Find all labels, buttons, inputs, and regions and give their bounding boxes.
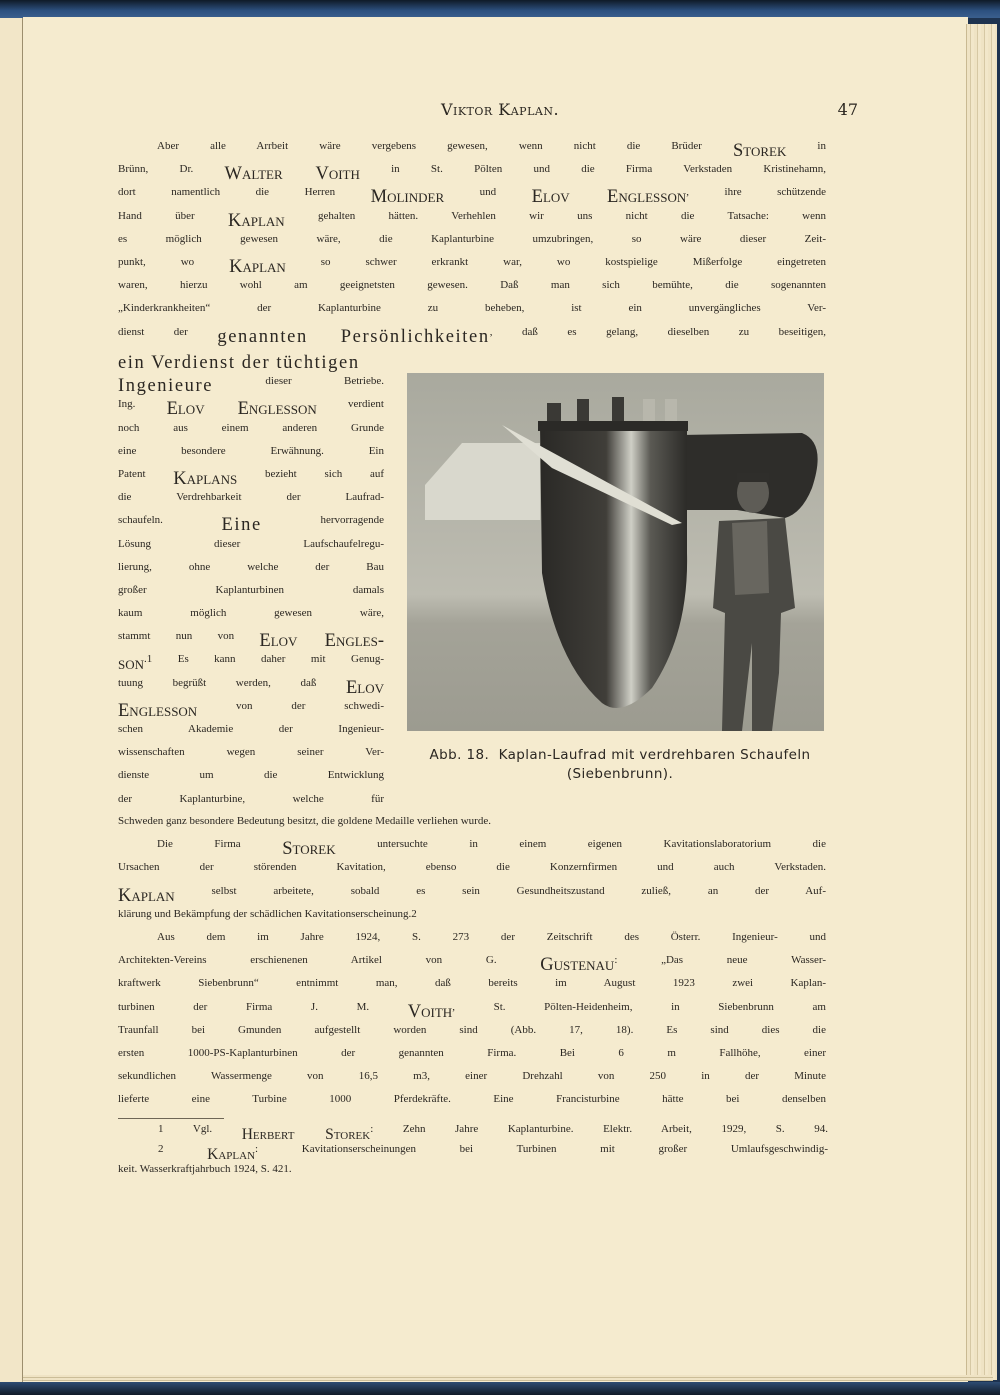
text-line <box>118 538 384 561</box>
footnote-marker: Traunfall bei Gmunden aufgestellt worden sind (Abb. 17, 18). Es sind dies die <box>118 1023 826 1036</box>
footnote-divider <box>118 1118 224 1119</box>
footnote-marker: so schwer erkrankt war, wo kostspielige Mißerfolge eingetreten <box>285 255 827 268</box>
small-caps-name: Elov <box>345 677 384 698</box>
footnote-marker: , einer Drehzahl von 250 in der Minute <box>427 1070 826 1083</box>
small-caps-name: Elov Englesson <box>531 187 687 208</box>
footnote-marker: bezieht sich auf <box>237 467 385 480</box>
footnote-marker: keit. Wasserkraftjahrbuch 1924, S. 421. <box>118 1163 292 1175</box>
footnote-marker: , ihre schützende <box>686 186 827 199</box>
body-text-column <box>118 352 384 816</box>
page-stack-bottom-edge <box>23 1375 993 1381</box>
text-line <box>118 279 826 302</box>
text-line <box>118 1070 826 1093</box>
footnote-marker: sekundlichen Wassermenge von 16,5 m <box>118 1070 422 1083</box>
footnote-marker: Lösung dieser Laufschaufelregu- <box>118 537 384 550</box>
text-line <box>118 630 384 653</box>
footnote-marker: Ursachen der störenden Kavitation, ebenso die Konzernfirmen und auch Verkstaden. <box>118 861 826 874</box>
letterspaced-emphasis: Eine <box>221 515 262 536</box>
footnote-line <box>118 1125 828 1145</box>
photo-illustration <box>407 373 824 731</box>
book-cover-bottom-edge <box>0 1382 1000 1395</box>
text-line <box>118 1093 826 1116</box>
footnote-marker: Ing. <box>118 398 167 411</box>
footnote-marker: und <box>444 186 532 199</box>
footnote-marker <box>164 1143 208 1155</box>
footnote-marker: 3 <box>421 1070 428 1083</box>
text-line <box>118 163 826 186</box>
small-caps-name: Gustenau <box>540 955 615 976</box>
small-caps-name: Voith <box>407 1001 453 1022</box>
text-line <box>118 954 826 977</box>
footnote-line <box>118 1165 828 1185</box>
letterspaced-emphasis: genannten Persönlichkeiten <box>217 326 490 347</box>
text-line <box>118 468 384 491</box>
text-line <box>118 769 384 792</box>
small-caps-name: Herbert Storek <box>241 1126 371 1143</box>
footnote-marker: großer Kaplanturbinen damals <box>118 583 384 596</box>
footnote-marker: . <box>144 653 147 666</box>
footnote-marker: klärung und Bekämpfung der schädlichen Kavitationserscheinung. <box>118 907 412 920</box>
footnote-marker: von der schwedi- <box>197 699 384 712</box>
footnote-marker: untersuchte in einem eigenen Kavitationslaboratorium die <box>335 838 826 851</box>
footnote-marker: der Kaplanturbine, welche für <box>118 792 384 805</box>
footnote-marker: punkt, wo <box>118 255 230 268</box>
text-line <box>118 491 384 514</box>
text-line <box>118 422 384 445</box>
running-title: Viktor Kaplan. <box>440 100 560 119</box>
footnote-marker: noch aus einem anderen Grunde <box>118 421 384 434</box>
text-line <box>118 561 384 584</box>
footnote-marker: in St. Pölten und die Firma Verkstaden Kristinehamn, <box>359 163 827 176</box>
text-line <box>118 140 826 163</box>
letterspaced-emphasis: ein Verdienst der tüchtigen <box>118 353 360 373</box>
text-line <box>118 885 826 908</box>
footnote-marker: : Kavitationserscheinungen bei Turbinen mit großer Umlaufsgeschwindig- <box>255 1143 829 1155</box>
footnote-marker: Die Firma <box>157 838 283 851</box>
footnote-marker: kaum möglich gewesen wäre, <box>118 607 384 620</box>
small-caps-name: Storek <box>732 141 787 161</box>
small-caps-name: Kaplan <box>229 256 286 277</box>
text-line <box>118 793 384 816</box>
footnote-marker: schaufeln. <box>118 514 222 527</box>
text-line <box>118 723 384 746</box>
footnote-marker: waren, hierzu wohl am geeignetsten gewesen. Daß man sich bemühte, die sogenannten <box>118 279 826 292</box>
small-caps-name: Englesson <box>118 700 198 721</box>
facing-page-edge <box>0 18 23 1383</box>
footnote-marker: 2 <box>411 907 417 920</box>
text-line <box>118 677 384 700</box>
letterspaced-emphasis: Ingenieure <box>118 376 214 397</box>
small-caps-name: Elov Englesson <box>166 399 317 420</box>
text-line <box>118 1001 826 1024</box>
body-text-bottom <box>118 815 826 1116</box>
footnote-marker: Vgl. <box>163 1123 242 1135</box>
text-line <box>118 861 826 884</box>
caption-text: Kaplan-Laufrad mit verdrehbaren Schaufeln <box>498 747 811 763</box>
footnotes <box>118 1125 828 1185</box>
text-line <box>118 607 384 630</box>
footnote-marker: dienst der <box>118 325 218 338</box>
figure-label: Abb. 18. <box>429 747 490 763</box>
footnote-marker: in <box>786 140 826 152</box>
footnote-marker: dienste um die Entwicklung <box>118 769 384 782</box>
text-line <box>118 815 826 838</box>
footnote-marker: 2 <box>158 1143 164 1155</box>
footnote-marker: wissenschaften wegen seiner Ver- <box>118 746 384 759</box>
footnote-marker: 1 <box>146 653 153 666</box>
text-line <box>118 653 384 676</box>
caption-text-line2: (Siebenbrunn). <box>566 766 674 782</box>
text-line <box>118 700 384 723</box>
small-caps-name: Walter Voith <box>224 164 360 185</box>
text-line <box>118 233 826 256</box>
footnote-marker: , daß es gelang, dieselben zu beseitigen, <box>489 325 826 338</box>
footnote-marker: ersten 1000-PS-Kaplanturbinen der genannten Firma. Bei 6 m Fallhöhe, einer <box>118 1046 826 1059</box>
footnote-marker: „Kinderkrankheiten“ der Kaplanturbine zu beheben, ist ein unvergängliches Ver- <box>118 302 826 315</box>
footnote-marker: 1 <box>158 1123 164 1135</box>
footnote-marker: : „Das neue Wasser- <box>614 954 827 967</box>
footnote-marker: lierung, ohne welche der Bau <box>118 560 384 573</box>
footnote-marker: selbst arbeitete, sobald es sein Gesundheitszustand zuließ, an der Auf- <box>174 884 826 897</box>
text-line <box>118 977 826 1000</box>
body-text-top <box>118 140 826 349</box>
footnote-marker: die Verdrehbarkeit der Laufrad- <box>118 491 384 504</box>
text-line <box>118 445 384 468</box>
text-line <box>118 375 384 398</box>
text-line <box>118 302 826 325</box>
text-line <box>118 931 826 954</box>
text-line <box>118 210 826 233</box>
small-caps-name: Kaplan <box>227 210 285 231</box>
figure-caption <box>400 746 840 784</box>
footnote-marker: Schweden ganz besondere Bedeutung besitzt, die goldene Medaille verliehen wurde. <box>118 815 491 827</box>
figure-photo-kaplan-runner <box>407 373 824 731</box>
footnote-marker: Es kann daher mit Genug- <box>152 653 384 666</box>
text-line <box>118 352 384 375</box>
small-caps-name: Molinder <box>370 187 445 208</box>
footnote-marker: Patent <box>118 467 174 480</box>
footnote-line <box>118 1145 828 1165</box>
footnote-marker: es möglich gewesen wäre, die Kaplanturbine umzubringen, so wäre dieser Zeit- <box>118 232 826 245</box>
footnote-marker: dieser Betriebe. <box>213 375 384 388</box>
footnote-marker: : Zehn Jahre Kaplanturbine. Elektr. Arbeit, 1929, S. 94. <box>370 1123 829 1135</box>
small-caps-name: Kaplans <box>173 468 238 489</box>
footnote-marker: , St. Pölten-Heidenheim, in Siebenbrunn am <box>452 1000 826 1013</box>
text-line <box>118 908 826 931</box>
book-cover-top-edge <box>0 0 1000 18</box>
small-caps-name: Kaplan <box>207 1146 256 1163</box>
small-caps-name: Storek <box>282 839 336 860</box>
footnote-marker: verdient <box>316 398 384 411</box>
small-caps-name: son <box>118 654 145 675</box>
footnote-marker: gehalten hätten. Verhehlen wir uns nicht die Tatsache: wenn <box>284 209 826 222</box>
text-line <box>118 1024 826 1047</box>
page-stack-right-edge <box>966 24 997 1380</box>
page-number: 47 <box>837 100 858 119</box>
small-caps-name: Kaplan <box>118 885 175 906</box>
text-line <box>118 186 826 209</box>
footnote-marker: schen Akademie der Ingenieur- <box>118 723 384 735</box>
footnote-marker: kraftwerk Siebenbrunn“ entnimmt man, daß bereits im August 1923 zwei Kaplan- <box>118 977 826 990</box>
footnote-marker: hervorragende <box>261 514 384 527</box>
text-line <box>118 584 384 607</box>
text-line <box>118 1047 826 1070</box>
text-line <box>118 838 826 861</box>
hub-flange <box>538 421 688 431</box>
footnote-marker: stammt nun von <box>118 630 260 643</box>
footnote-marker: Aber alle Arrbeit wäre vergebens gewesen, wenn nicht die Brüder <box>157 140 733 152</box>
small-caps-name: Elov Engles- <box>259 631 385 652</box>
footnote-marker: lieferte eine Turbine 1000 Pferdekräfte. Eine Francisturbine hätte bei denselben <box>118 1093 826 1106</box>
text-line <box>118 326 826 349</box>
footnote-marker: eine besondere Erwähnung. Ein <box>118 444 384 457</box>
text-line <box>118 398 384 421</box>
text-line <box>118 256 826 279</box>
footnote-marker: tuung begrüßt werden, daß <box>118 676 346 689</box>
footnote-marker: turbinen der Firma J. M. <box>118 1000 408 1013</box>
footnote-marker: dort namentlich die Herren <box>118 186 371 199</box>
text-line <box>118 514 384 537</box>
footnote-marker: Hand über <box>118 209 228 222</box>
footnote-marker: Brünn, Dr. <box>118 163 225 176</box>
footnote-marker: Aus dem im Jahre 1924, S. 273 der Zeitschrift des Österr. Ingenieur- und <box>157 930 826 943</box>
footnote-marker: Architekten-Vereins erschienenen Artikel von G. <box>118 954 541 967</box>
text-line <box>118 746 384 769</box>
